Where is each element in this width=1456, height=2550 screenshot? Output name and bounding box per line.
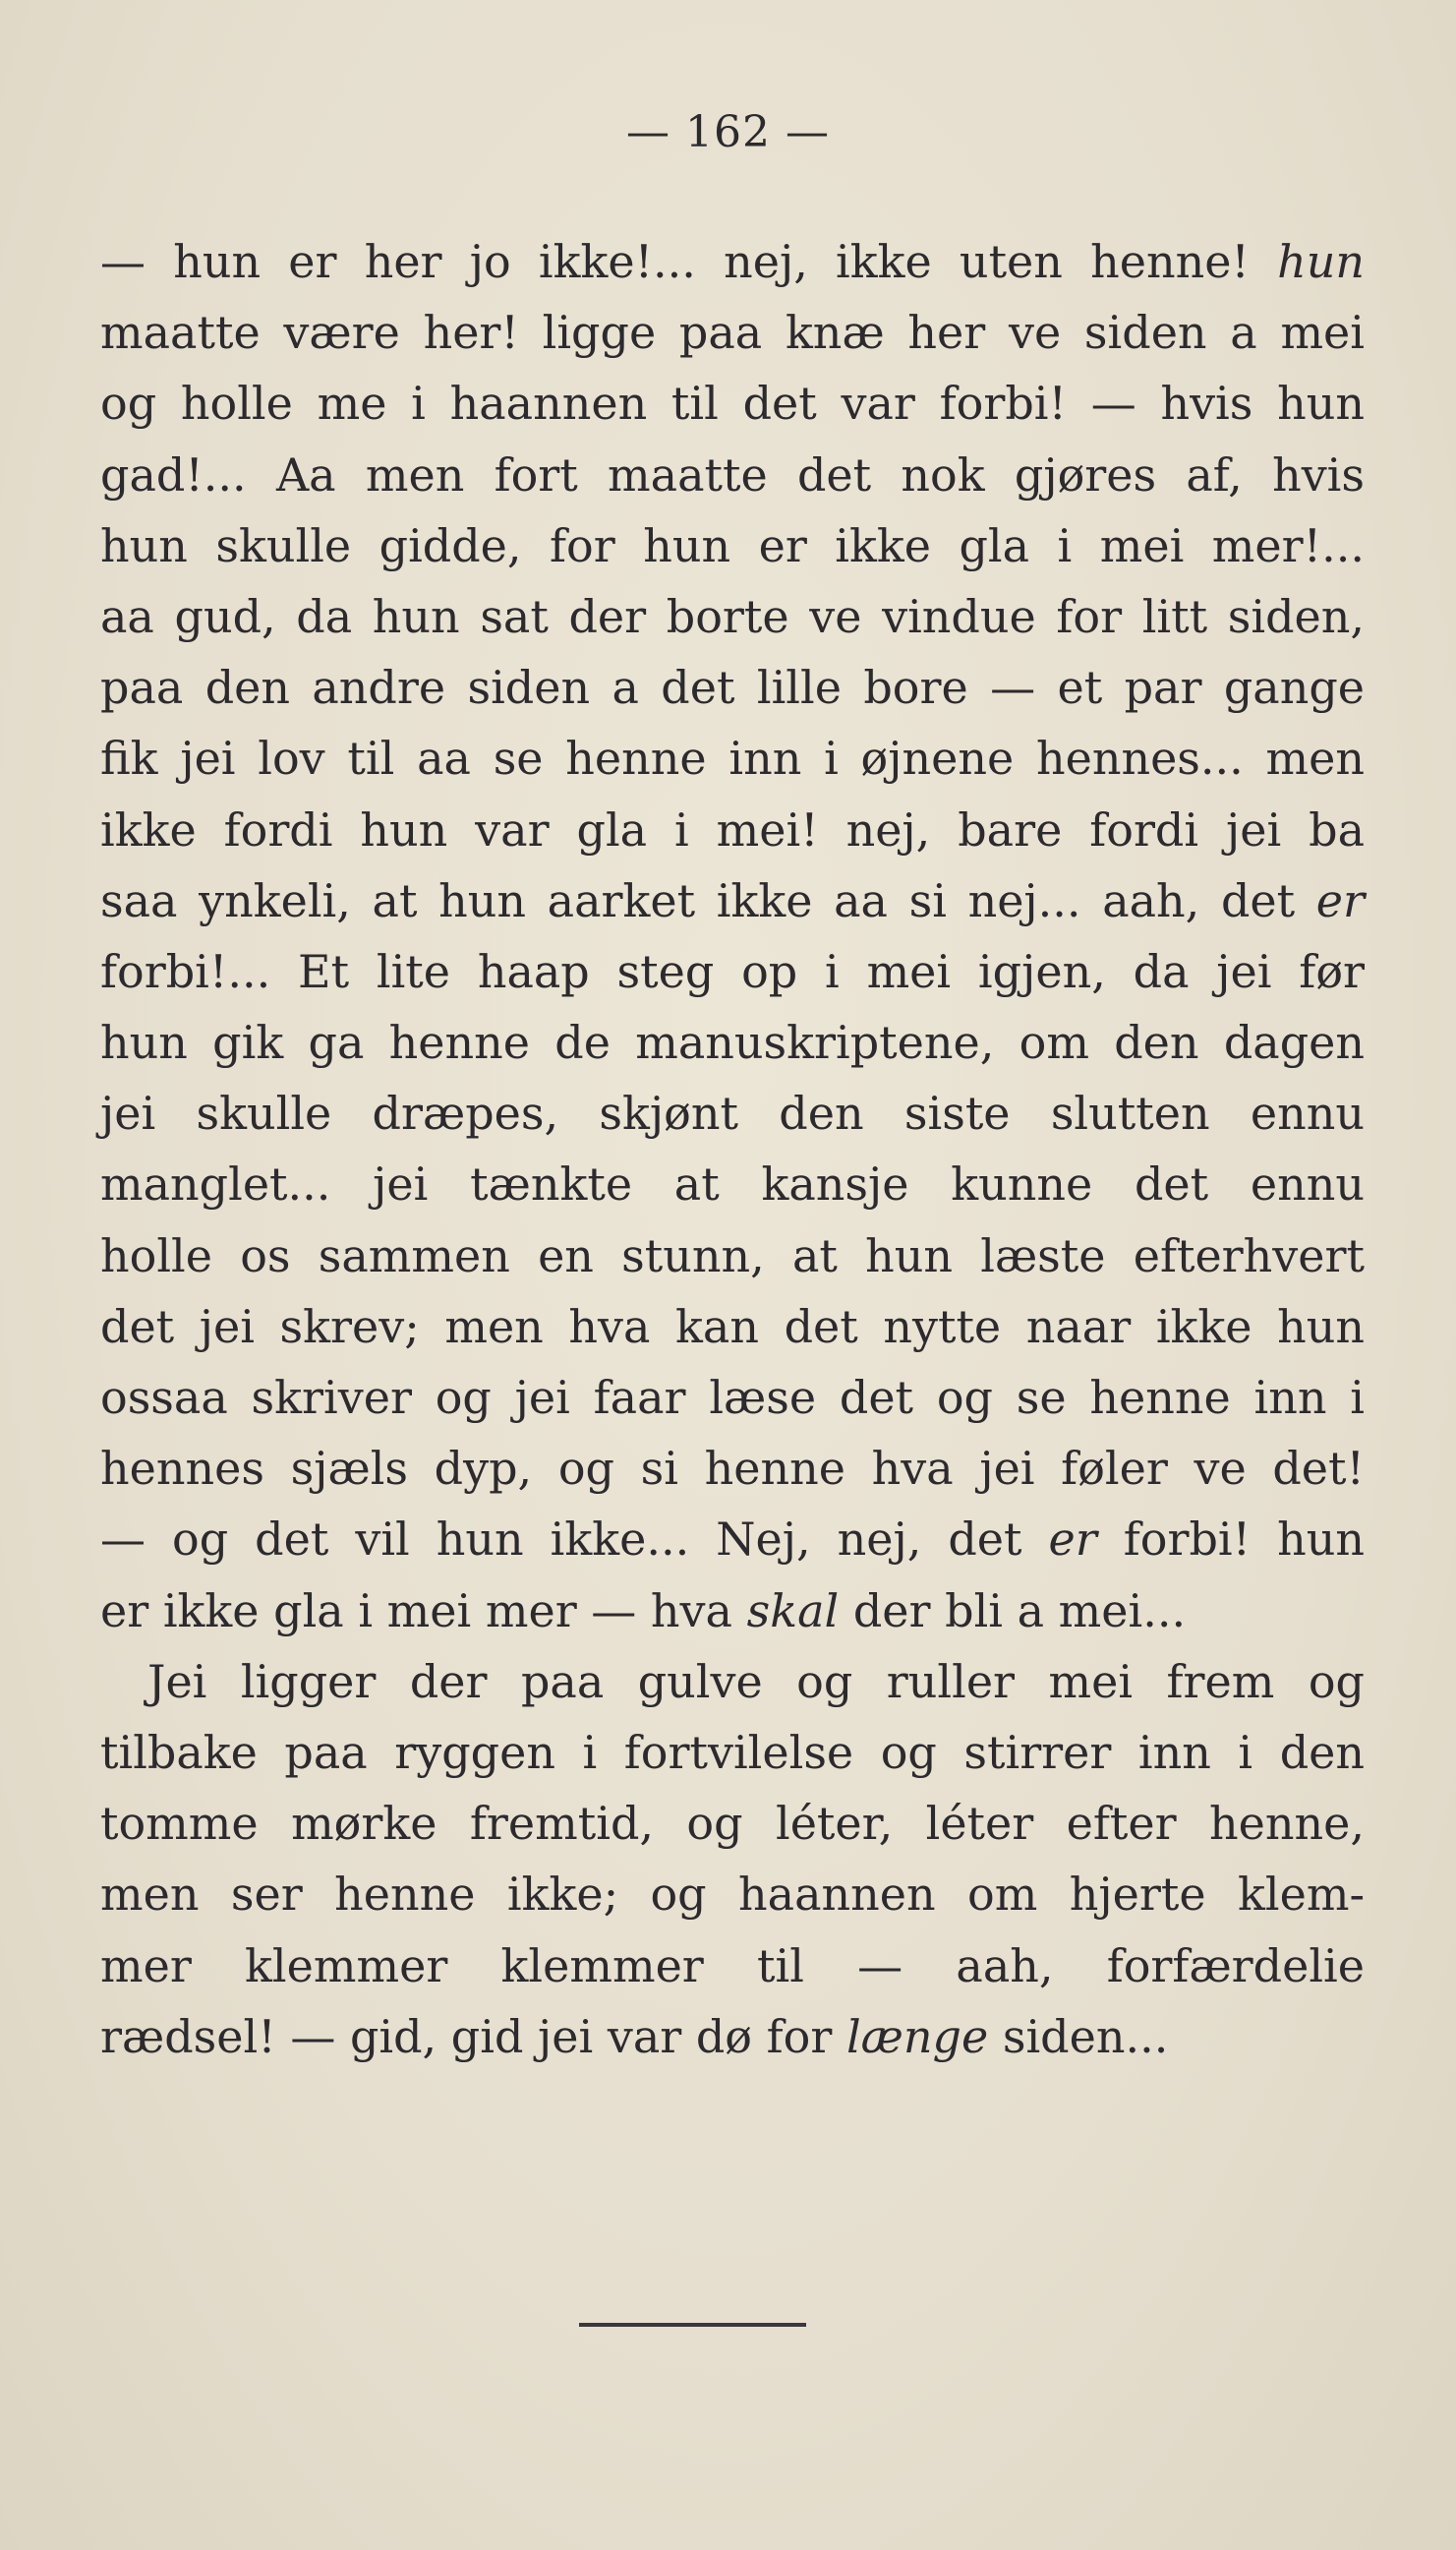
text-line xyxy=(100,226,1365,297)
italic-text: skal xyxy=(746,1583,840,1637)
text-line xyxy=(100,2001,1365,2072)
text-segment: manglet... jei tænkte at kansje kunne det ennu xyxy=(100,1157,1365,1212)
text-segment: aa gud, da hun sat der borte ve vindue for litt siden, xyxy=(100,589,1365,643)
text-segment: gad!... Aa men fort maatte det nok gjøres af, hvis xyxy=(100,447,1365,502)
text-segment: ossaa skriver og jei faar læse det og se henne inn i xyxy=(100,1371,1365,1424)
text-line xyxy=(100,368,1365,439)
text-line xyxy=(100,581,1365,652)
text-segment: der bli a mei... xyxy=(839,1583,1187,1637)
text-line xyxy=(100,1433,1365,1504)
text-line xyxy=(100,723,1365,794)
text-segment: tilbake paa ryggen i fortvilelse og stirrer inn i den xyxy=(100,1725,1365,1779)
text-segment: Jei ligger der paa gulve og ruller mei frem og xyxy=(147,1654,1365,1708)
italic-text: hun xyxy=(1277,235,1365,288)
text-segment: men ser henne ikke; og haannen om hjerte klem- xyxy=(100,1868,1365,1922)
text-segment: hun skulle gidde, for hun er ikke gla i mei mer!... xyxy=(100,518,1365,572)
italic-text: er xyxy=(1048,1512,1097,1567)
text-line xyxy=(100,865,1365,936)
text-segment: tomme mørke fremtid, og léter, léter efter henne, xyxy=(100,1797,1365,1851)
text-line xyxy=(100,297,1365,368)
text-segment: er ikke gla i mei mer — hva xyxy=(100,1583,747,1637)
text-segment: paa den andre siden a det lille bore — et par gange xyxy=(100,661,1365,715)
italic-text: længe xyxy=(845,2009,989,2063)
text-segment: — og det vil hun ikke... Nej, nej, det xyxy=(100,1512,1049,1567)
text-line xyxy=(100,1930,1365,2001)
text-line xyxy=(100,1362,1365,1433)
text-line xyxy=(100,795,1365,865)
text-segment: holle os sammen en stunn, at hun læste efterhvert xyxy=(100,1228,1365,1282)
text-segment: fik jei lov til aa se henne inn i øjnene hennes... men xyxy=(100,732,1365,786)
text-segment: mer klemmer klemmer til — aah, forfærdelie xyxy=(100,1938,1365,1992)
text-segment: ikke fordi hun var gla i mei! nej, bare fordi jei ba xyxy=(100,802,1365,857)
text-line xyxy=(100,1220,1365,1291)
text-segment: rædsel! — gid, gid jei var dø for xyxy=(100,2009,846,2063)
text-line xyxy=(100,1149,1365,1219)
body-text xyxy=(100,226,1365,2072)
italic-text: er xyxy=(1315,873,1365,927)
text-segment: hun gik ga henne de manuskriptene, om den dagen xyxy=(100,1016,1365,1070)
text-segment: forbi!... Et lite haap steg op i mei igjen, da jei før xyxy=(100,944,1365,998)
text-line xyxy=(100,440,1365,510)
page-number: — 162 — xyxy=(626,107,830,157)
text-line xyxy=(100,1007,1365,1078)
text-line xyxy=(100,936,1365,1007)
text-line xyxy=(100,1788,1365,1859)
text-line xyxy=(100,510,1365,581)
text-segment: det jei skrev; men hva kan det nytte naar ikke hun xyxy=(100,1299,1365,1353)
text-segment: maatte være her! ligge paa knæ her ve siden a mei xyxy=(100,306,1365,360)
text-segment: forbi! hun xyxy=(1096,1512,1365,1567)
end-rule xyxy=(579,2323,806,2327)
text-line xyxy=(100,1575,1365,1646)
text-segment: siden... xyxy=(988,2009,1169,2063)
text-line xyxy=(100,1717,1365,1788)
text-line xyxy=(100,1646,1365,1717)
text-segment: saa ynkeli, at hun aarket ikke aa si nej... aah, det xyxy=(100,873,1316,927)
text-segment: hennes sjæls dyp, og si henne hva jei føler ve det! xyxy=(100,1442,1365,1496)
text-segment: og holle me i haannen til det var forbi! — hvis hun xyxy=(100,377,1365,431)
text-line xyxy=(100,1504,1365,1574)
text-line xyxy=(100,1291,1365,1362)
text-line xyxy=(100,1859,1365,1929)
text-line xyxy=(100,652,1365,723)
text-segment: jei skulle dræpes, skjønt den siste slutten ennu xyxy=(100,1087,1365,1141)
text-segment: — hun er her jo ikke!... nej, ikke uten henne! xyxy=(100,235,1278,288)
text-line xyxy=(100,1078,1365,1149)
